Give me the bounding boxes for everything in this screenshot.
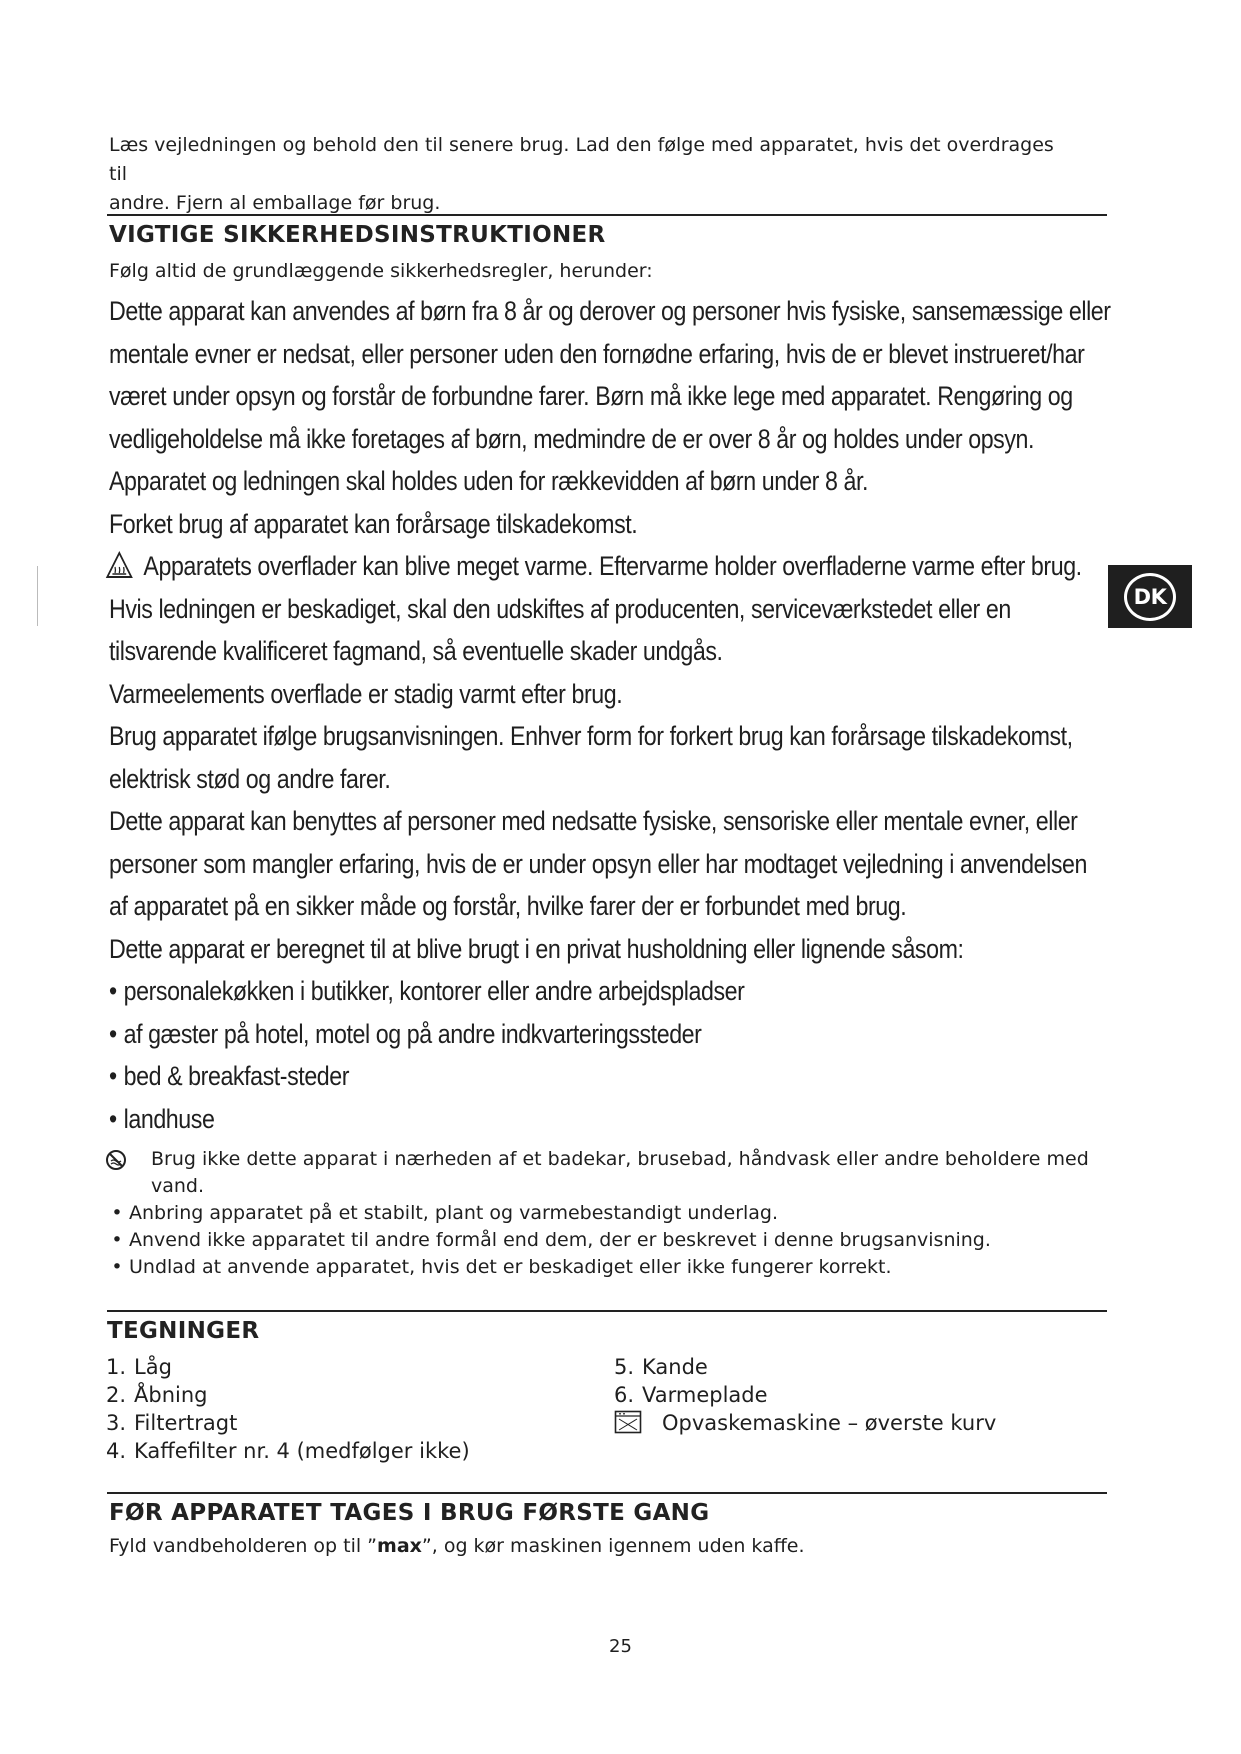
safety-line: Dette apparat kan benyttes af personer med nedsatte fysiske, sensoriske eller mentale evner, eller	[109, 806, 1078, 836]
list-item: • landhuse	[109, 1103, 215, 1134]
safety-line: vedligeholdelse må ikke foretages af børn, medmindre de er over 8 år og holdes under opsyn.	[109, 423, 1035, 454]
safety-line: Dette apparat kan anvendes af børn fra 8 år og derover og personer hvis fysiske, sansemæssige eller	[109, 296, 1111, 326]
hot-surface-icon	[106, 549, 134, 592]
section-divider	[107, 1492, 1107, 1494]
hot-surface-text: Apparatets overflader kan blive meget varme. Eftervarme holder overfladerne varme efter brug.	[143, 551, 1082, 581]
part-item: 4. Kaffefilter nr. 4 (medfølger ikke)	[106, 1439, 470, 1463]
small-instructions	[105, 1146, 1095, 1281]
page-number: 25	[609, 1636, 632, 1657]
intro-line-1: Læs vejledningen og behold den til senere brug. Lad den følge med apparatet, hvis det overdrages til	[109, 134, 1054, 185]
section-divider	[107, 214, 1107, 216]
dishwasher-note: Opvaskemaskine – øverste kurv	[614, 1409, 996, 1437]
intro-text	[109, 131, 1069, 218]
hot-surface-warning	[109, 545, 1082, 588]
safety-subheading: Følg altid de grundlæggende sikkerhedsregler, herunder:	[109, 260, 653, 282]
no-water-warning	[105, 1146, 1095, 1200]
part-item: 2. Åbning	[106, 1383, 208, 1407]
list-item: • bed & breakfast-steder	[109, 1061, 350, 1091]
part-item: 3. Filtertragt	[106, 1411, 238, 1435]
safety-line: tilsvarende kvalificeret fagmand, så eventuelle skader undgås.	[109, 636, 723, 666]
language-badge	[1108, 565, 1192, 628]
drawings-heading: TEGNINGER	[107, 1318, 260, 1344]
safety-heading: VIGTIGE SIKKERHEDSINSTRUKTIONER	[109, 222, 606, 248]
section-divider	[107, 1310, 1107, 1312]
first-use-text: Fyld vandbeholderen op til ”max”, og kør maskinen igennem uden kaffe.	[109, 1535, 805, 1557]
safety-line: elektrisk stød og andre farer.	[109, 763, 391, 794]
safety-line: Hvis ledningen er beskadiget, skal den udskiftes af producenten, serviceværkstedet eller en	[109, 593, 1011, 624]
list-item: • af gæster på hotel, motel og på andre indkvarteringssteder	[109, 1018, 702, 1049]
part-item: 6. Varmeplade	[614, 1383, 768, 1407]
no-water-line-1: Brug ikke dette apparat i nærheden af et badekar, brusebad, håndvask eller andre beholdere med	[151, 1148, 1089, 1170]
no-water-icon	[105, 1146, 151, 1179]
safety-line: personer som mangler erfaring, hvis de er under opsyn eller har modtaget vejledning i anvendelsen	[109, 848, 1087, 879]
parts-list-right	[614, 1353, 996, 1437]
safety-line: Varmeelements overflade er stadig varmt efter brug.	[109, 678, 623, 709]
part-item: 1. Låg	[106, 1355, 172, 1379]
dishwasher-icon	[614, 1409, 662, 1437]
language-badge-label: DK	[1124, 573, 1176, 621]
safety-line: mentale evner er nedsat, eller personer uden den fornødne erfaring, hvis de er blevet instrueret/har	[109, 338, 1085, 369]
safety-line: af apparatet på en sikker måde og forstår, hvilke farer der er forbundet med brug.	[109, 891, 907, 921]
safety-line: Apparatet og ledningen skal holdes uden for rækkevidden af børn under 8 år.	[109, 466, 869, 496]
safety-line: Forket brug af apparatet kan forårsage tilskadekomst.	[109, 508, 638, 539]
safety-line: været under opsyn og forstår de forbundne farer. Børn må ikke lege med apparatet. Rengøring og	[109, 381, 1073, 411]
list-item: • Undlad at anvende apparatet, hvis det er beskadiget eller ikke fungerer korrekt.	[111, 1256, 892, 1278]
safety-instructions	[109, 290, 1111, 1140]
first-use-heading: FØR APPARATET TAGES I BRUG FØRSTE GANG	[109, 1500, 710, 1526]
parts-list-left	[106, 1353, 470, 1465]
margin-mark	[37, 566, 38, 626]
no-water-line-2: vand.	[151, 1175, 205, 1197]
list-item: • Anbring apparatet på et stabilt, plant og varmebestandigt underlag.	[111, 1202, 779, 1224]
part-item: 5. Kande	[614, 1355, 708, 1379]
list-item: • Anvend ikke apparatet til andre formål end dem, der er beskrevet i denne brugsanvisning.	[111, 1229, 991, 1251]
safety-line: Brug apparatet ifølge brugsanvisningen. Enhver form for forkert brug kan forårsage tilskadekomst,	[109, 721, 1073, 751]
list-item: • personalekøkken i butikker, kontorer eller andre arbejdspladser	[109, 976, 745, 1006]
intro-line-2: andre. Fjern al emballage før brug.	[109, 192, 441, 214]
safety-line: Dette apparat er beregnet til at blive brugt i en privat husholdning eller lignende såsom:	[109, 933, 964, 964]
